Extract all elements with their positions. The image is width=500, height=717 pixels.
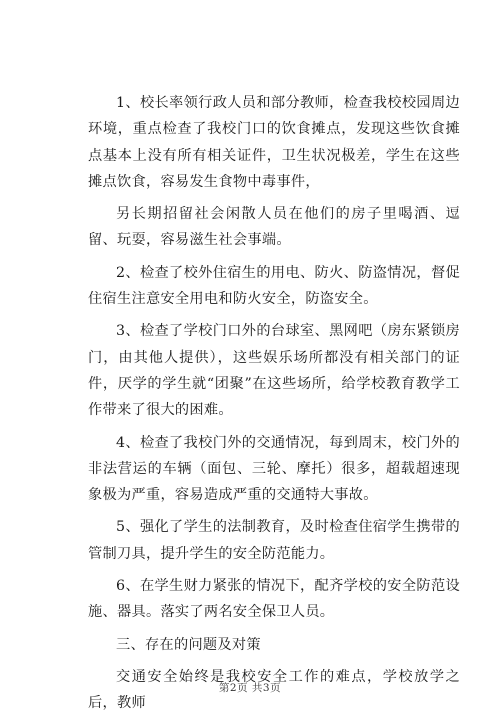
paragraph-5: 4、检查了我校门外的交通情况，每到周末，校门外的非法营运的车辆（面包、三轮、摩托）很多，超载超速现象极为严重，容易造成严重的交通特大事故。 [88, 434, 460, 504]
paragraph-2: 另长期招留社会闲散人员在他们的房子里喝酒、逗留、玩耍，容易滋生社会事端。 [88, 206, 460, 249]
paragraph-4: 3、检查了学校门口外的台球室、黑网吧（房东紧锁房门，由其他人提供），这些娱乐场所都没有相关部门的证件，厌学的学生就“团聚”在这些场所，给学校教育教学工作带来了很大的困难。 [88, 323, 460, 419]
paragraph-8: 交通安全始终是我校安全工作的难点，学校放学之后，教师 [88, 668, 460, 712]
page-number: 第2页 共3页 [218, 682, 282, 694]
paragraph-3: 2、检查了校外住宿生的用电、防火、防盗情况，督促住宿生注意安全用电和防火安全，防盗安全。 [88, 264, 460, 308]
section-heading: 三、存在的问题及对策 [116, 636, 261, 653]
paragraph-6: 5、强化了学生的法制教育，及时检查住宿学生携带的管制刀具，提升学生的安全防范能力。 [88, 519, 460, 562]
paragraph-1: 1、校长率领行政人员和部分教师，检查我校校园周边环境，重点检查了我校门口的饮食摊点，发现这些饮食摊点基本上没有所有相关证件，卫生状况极差，学生在这些摊点饮食，容易发生食物中毒事件， [88, 95, 460, 190]
paragraph-7: 6、在学生财力紧张的情况下，配齐学校的安全防范设施、器具。落实了两名安全保卫人员。 [88, 578, 460, 621]
document-body [88, 90, 460, 717]
